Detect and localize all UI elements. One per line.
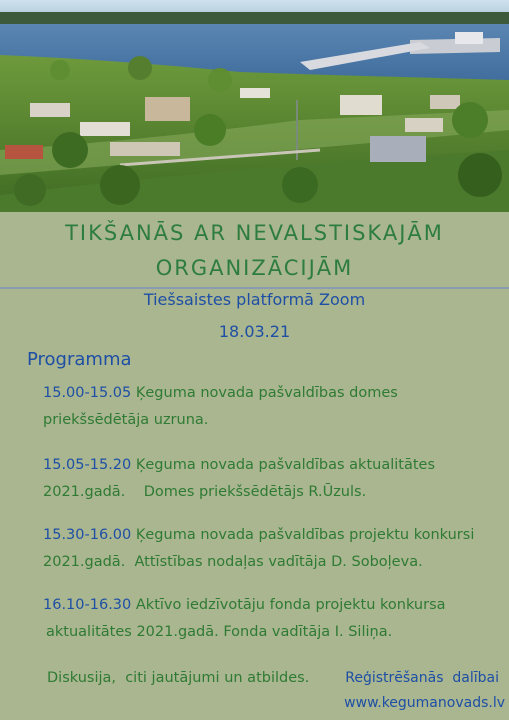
- program-time: 15.00-15.05: [43, 385, 132, 401]
- program-time: 15.30-16.00: [43, 527, 132, 543]
- title-line-1: TIKŠANĀS AR NEVALSTISKAJĀM: [65, 221, 444, 245]
- title-line-2: ORGANIZĀCIJĀM: [155, 256, 354, 280]
- program-item: [43, 380, 398, 434]
- program-time: 15.05-15.20: [43, 457, 132, 473]
- aerial-town-photo: [0, 0, 509, 212]
- program-text: Ķeguma novada pašvaldības projektu konkursi: [131, 527, 475, 543]
- event-date: 18.03.21: [218, 322, 291, 341]
- platform-text: Tiešsaistes platformā Zoom: [143, 290, 366, 309]
- program-text: Aktīvo iedzīvotāju fonda projektu konkursa: [131, 597, 446, 613]
- program-heading: Programma: [27, 349, 132, 370]
- program-text: 2021.gadā. Domes priekšsēdētājs R.Ūzuls.: [43, 484, 367, 500]
- divider: [0, 287, 509, 289]
- registration-text: Reģistrēšanās dalībai: [345, 670, 499, 686]
- program-item: [43, 592, 446, 646]
- website-link[interactable]: www.kegumanovads.lv: [344, 695, 505, 711]
- program-text: priekšsēdētāja uzruna.: [43, 412, 209, 428]
- program-text: Ķeguma novada pašvaldības domes: [131, 385, 398, 401]
- program-text: 2021.gadā. Attīstības nodaļas vadītāja D. Soboļeva.: [43, 554, 423, 570]
- program-item: [43, 452, 435, 506]
- program-text: aktualitātes 2021.gadā. Fonda vadītāja I. Siliņa.: [46, 624, 393, 640]
- program-item: [43, 522, 474, 576]
- program-time: 16.10-16.30: [43, 597, 132, 613]
- discussion-text: Diskusija, citi jautājumi un atbildes.: [47, 670, 310, 686]
- program-text: Ķeguma novada pašvaldības aktualitātes: [131, 457, 436, 473]
